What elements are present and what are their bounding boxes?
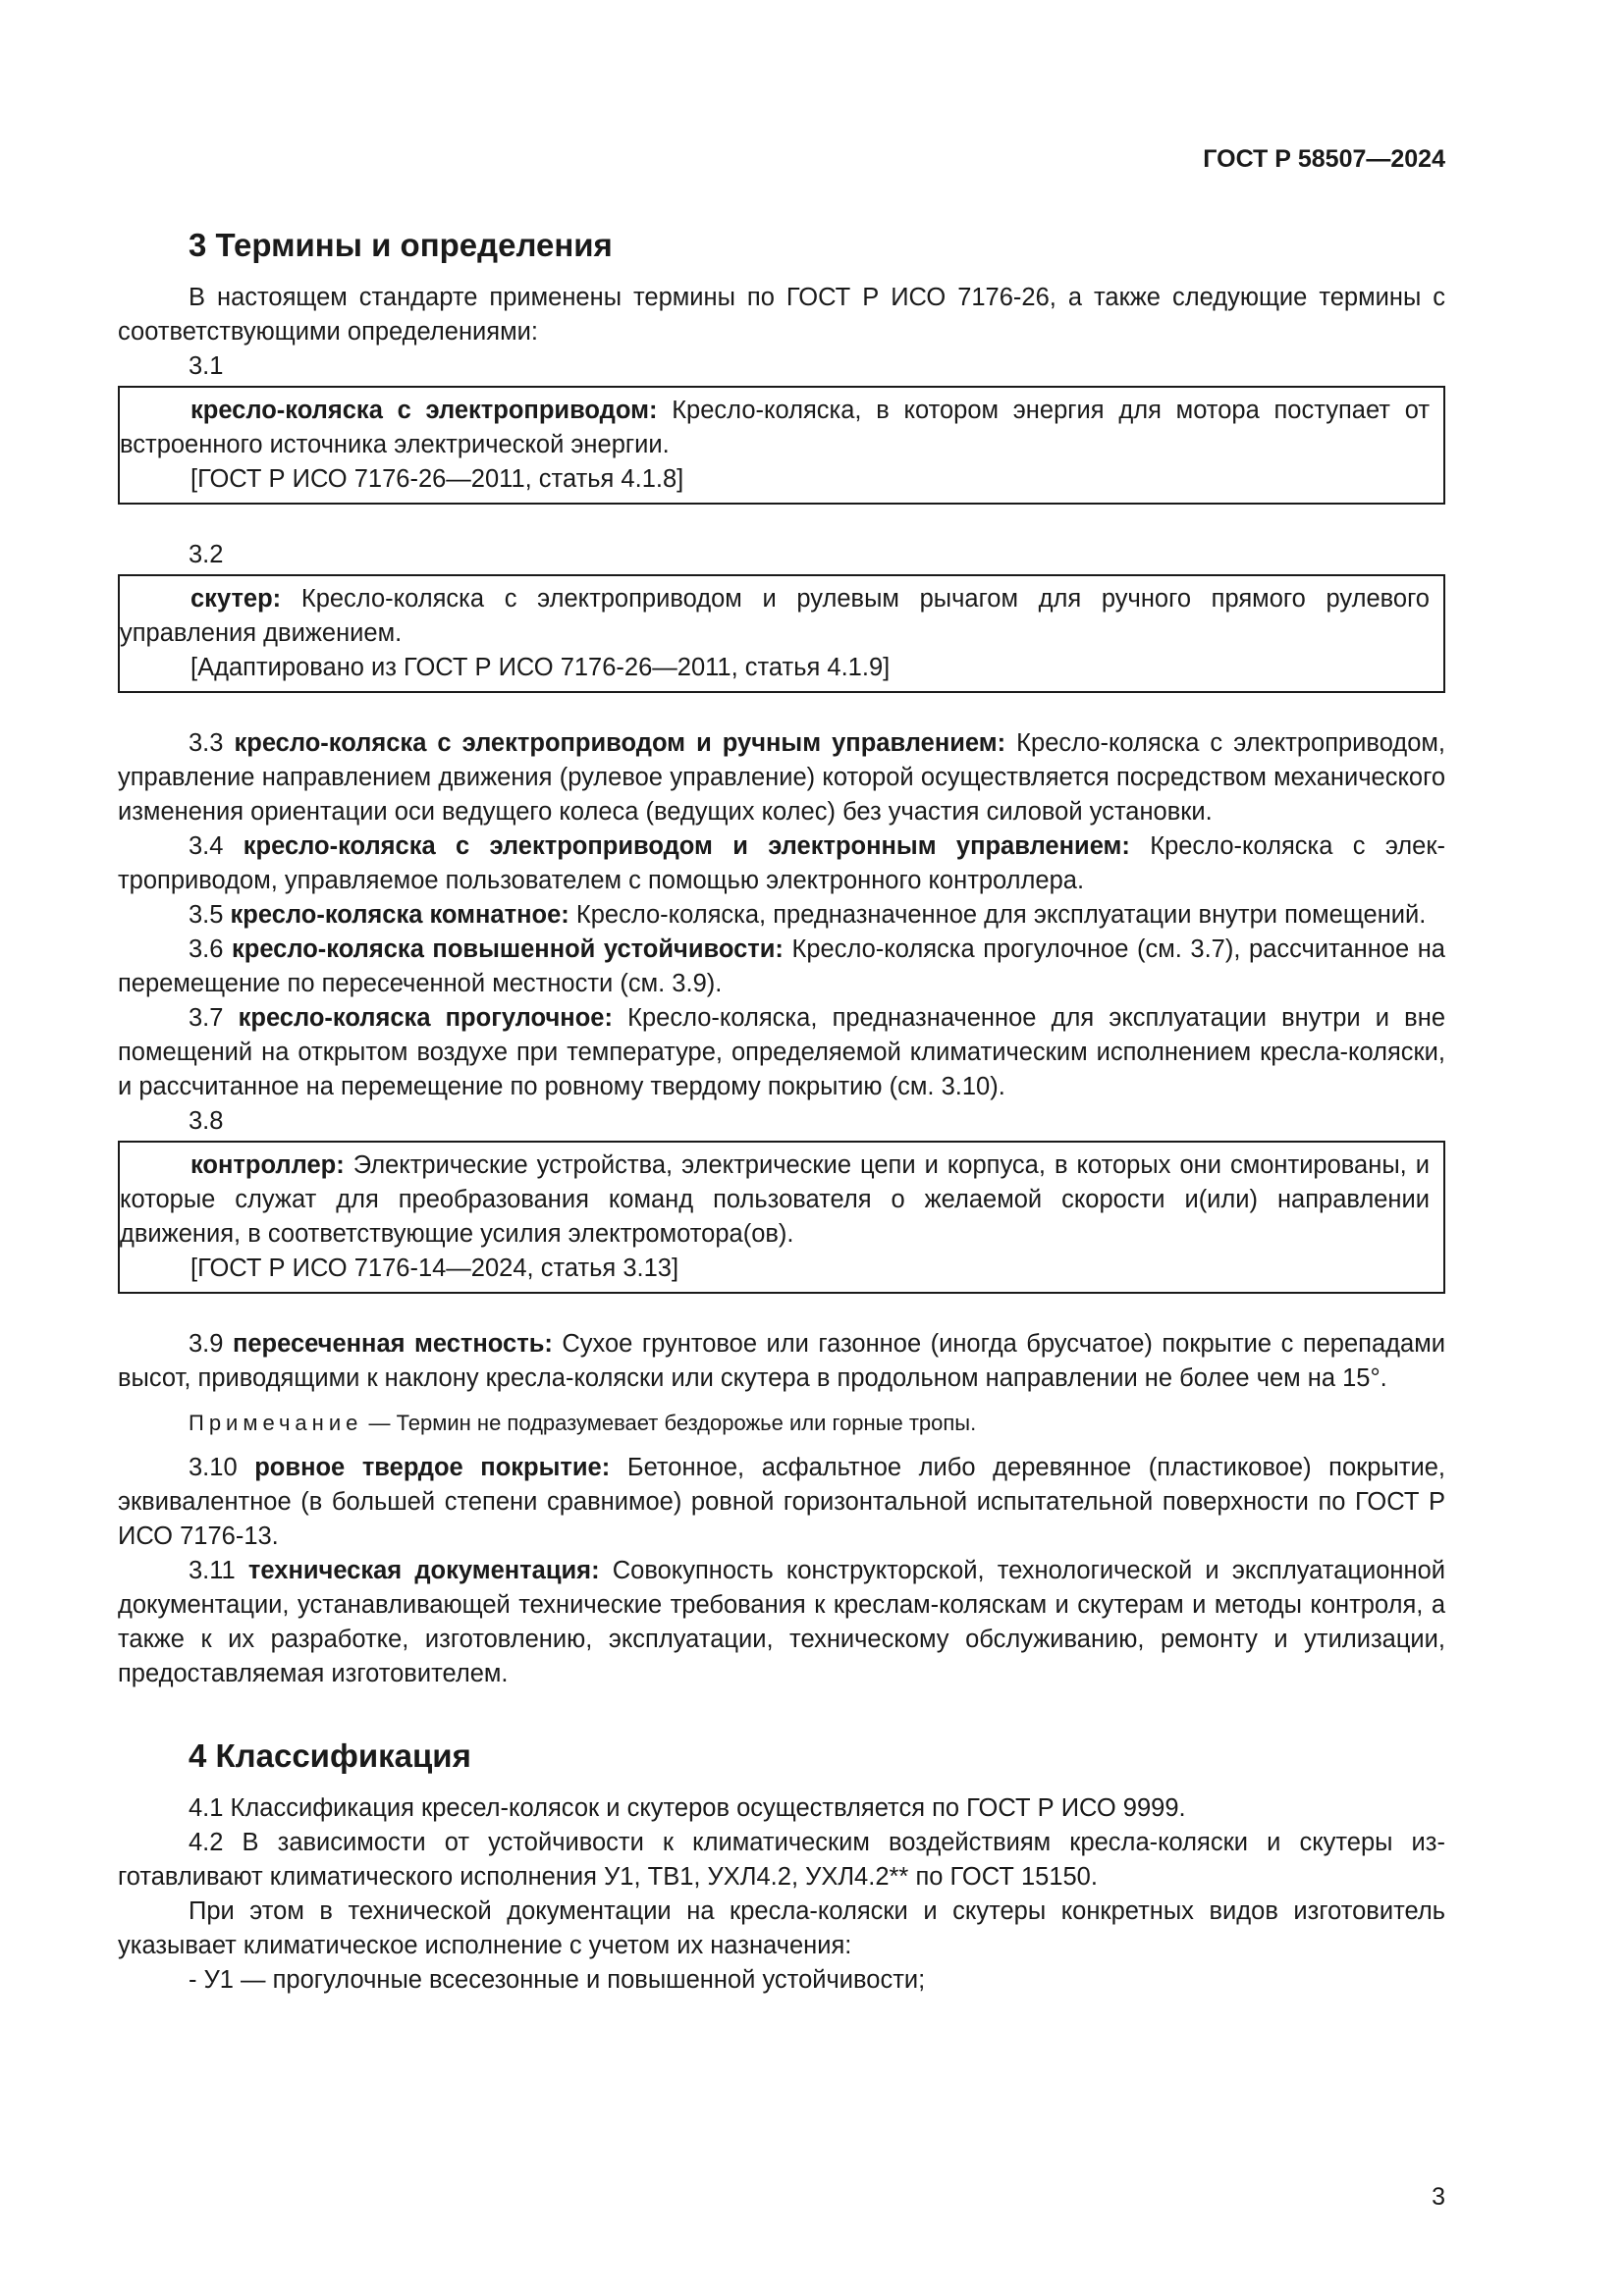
list-item: - У1 — прогулочные всесезонные и повышенной устойчивости; [189,1966,926,1994]
term-3-6-text: Кресло-коляска прогулочное (см. 3.7), рассчитанное на перемещение по пересеченной местности (см. 3.9). [118,935,1445,997]
term-3-3 [118,726,1445,829]
term-3-7-text: Кресло-коляска, предназначенное для эксплуатации внутри и вне помещений на открытом воздухе при температуре, определяемой климатическим исполнением кресла-коляски, и рассчитанное на перемещение по ровному твердому покрытию (см. 3.10). [118,1004,1445,1100]
term-3-2-box [118,574,1445,693]
clause-4-2: 4.2 В зависимости от устойчивости к климатическим воздействиям кресла-коляски и скутеры изготавливают климатического исполнения У1, ТВ1, УХЛ4.2, УХЛ4.2** по ГОСТ 15150. [118,1829,1445,1891]
term-3-8-term: контроллер: [190,1151,345,1179]
term-3-2-term: скутер: [190,585,282,613]
term-3-1-reference: [ГОСТ Р ИСО 7176-26—2011, статья 4.1.8] [190,465,684,493]
term-3-3-number: 3.3 [189,729,235,757]
term-3-8-reference: [ГОСТ Р ИСО 7176-14—2024, статья 3.13] [190,1255,679,1282]
term-3-9-text: Сухое грунтовое или газонное (иногда брусчатое) покрытие с перепадами высот, приводящими к наклону кресла-коляски или скутера в продольном направлении не более чем на 15°. [118,1330,1445,1392]
term-3-7 [118,1001,1445,1104]
term-3-8-box [118,1141,1445,1294]
document-code: ГОСТ Р 58507—2024 [1203,145,1445,173]
term-3-1-term: кресло-коляска с электроприводом: [190,397,658,424]
term-3-6 [118,933,1445,1001]
term-3-4-text: Кресло-коляска с электроприводом, управляемое пользователем с помощью электронного контроллера. [118,832,1445,894]
term-3-11 [118,1554,1445,1691]
term-3-3-term: кресло-коляска с электроприводом и ручным управлением: [234,729,1006,757]
term-3-11-text: Совокупность конструкторской, технологической и эксплуатационной документации, устанавливающей технические требования к креслам-коляскам и скутерам и методы контроля, а также к их разработке, изготовлению, эксплуатации, техническому обслуживанию, ремонту и утилизации, предоставляемая изготовителем. [118,1557,1446,1687]
term-3-9 [118,1327,1445,1396]
page-content [118,224,1445,1998]
term-3-1-definition [120,394,1430,462]
term-3-1-box [118,386,1445,505]
term-3-8-number: 3.8 [189,1107,224,1135]
term-3-4 [118,829,1445,898]
term-3-2-reference: [Адаптировано из ГОСТ Р ИСО 7176-26—2011, статья 4.1.9] [190,654,891,681]
term-3-5-term: кресло-коляска комнатное: [230,901,569,929]
term-3-11-term: техническая документация: [247,1557,600,1584]
term-3-1-number: 3.1 [189,352,224,380]
term-3-10-number: 3.10 [189,1454,255,1481]
note [189,1408,1445,1439]
term-3-6-number: 3.6 [189,935,232,963]
clause-4-1: 4.1 Классификация кресел-колясок и скутеров осуществляется по ГОСТ Р ИСО 9999. [189,1794,1186,1822]
term-3-2-text: Кресло-коляска с электроприводом и рулевым рычагом для ручного прямого рулевого управления движением. [120,585,1430,647]
term-3-5 [118,898,1445,933]
section-4-title: 4 Классификация [189,1737,471,1774]
term-3-4-number: 3.4 [189,832,244,860]
term-3-8-text: Электрические устройства, электрические цепи и корпуса, в которых они смонтированы, и которые служат для преобразования команд пользователя о желаемой скорости и(или) направлении движения, в соответствующие усилия электромотора(ов). [120,1151,1430,1248]
term-3-5-text: Кресло-коляска, предназначенное для эксплуатации внутри помещений. [568,901,1427,929]
page-number: 3 [1432,2183,1445,2211]
section-3-title: 3 Термины и определения [189,227,613,263]
term-3-9-term: пересеченная местность: [232,1330,553,1358]
term-3-7-number: 3.7 [189,1004,239,1032]
term-3-9-number: 3.9 [189,1330,233,1358]
term-3-8-definition [120,1148,1430,1252]
term-3-10 [118,1451,1445,1554]
term-3-6-term: кресло-коляска повышенной устойчивости: [232,935,784,963]
note-text: — Термин не подразумевает бездорожье или горные тропы. [362,1411,977,1435]
note-label: Примечание [189,1411,363,1435]
term-3-11-number: 3.11 [189,1557,248,1584]
section-3-intro: В настоящем стандарте применены термины по ГОСТ Р ИСО 7176-26, а также следующие термины с соответствующими определениями: [118,284,1445,346]
term-3-10-text: Бетонное, асфальтное либо деревянное (пластиковое) покрытие, эквивалентное (в большей степени сравнимое) ровной горизонтальной испытательной поверхности по ГОСТ Р ИСО 7176-13. [118,1454,1446,1550]
term-3-2-number: 3.2 [189,541,224,568]
term-3-4-term: кресло-коляска с электроприводом и электронным управлением: [243,832,1130,860]
term-3-1-text: Кресло-коляска, в котором энергия для мотора поступает от встроенного источника электрической энергии. [120,397,1430,458]
term-3-10-term: ровное твердое покрытие: [254,1454,611,1481]
term-3-3-text: Кресло-коляска с электроприводом, управление направлением движения (рулевое управление) которой осуществляется посредством механического изменения ориентации оси ведущего колеса (ведущих колес) без участия силовой установки. [118,729,1445,826]
term-3-5-number: 3.5 [189,901,231,929]
term-3-7-term: кресло-коляска прогулочное: [238,1004,613,1032]
term-3-2-definition [120,582,1430,651]
clause-4-2-continuation: При этом в технической документации на кресла-коляски и скутеры конкретных видов изготовитель указывает климатическое исполнение с учетом их назначения: [118,1897,1445,1959]
